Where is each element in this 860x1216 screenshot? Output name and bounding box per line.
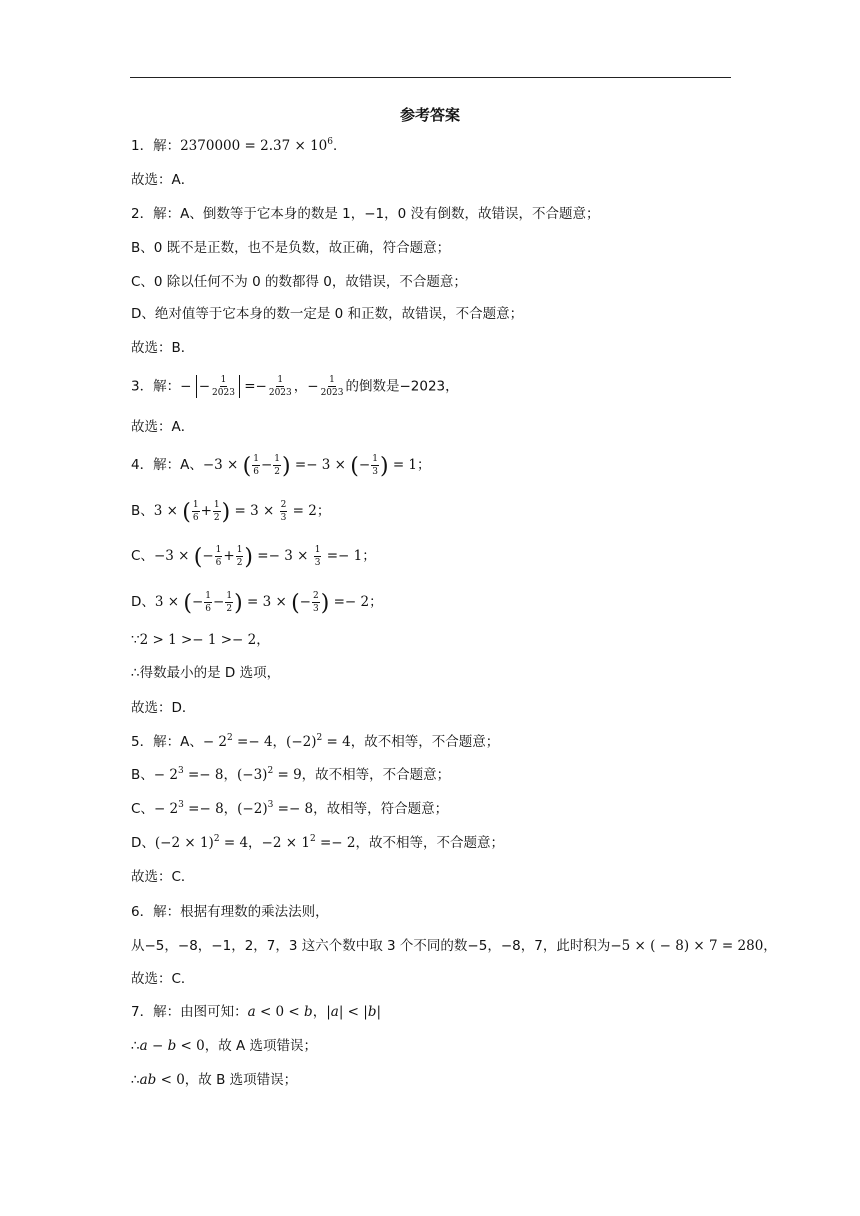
q5-a-tail: ，故不相等，不合题意； bbox=[350, 734, 500, 750]
q3-fraction-2 bbox=[268, 375, 293, 398]
q5-b-tail: ，故不相等，不合题意； bbox=[301, 767, 451, 783]
q5-d-exp2: 2 bbox=[309, 834, 316, 844]
q5-line-c bbox=[131, 799, 448, 819]
q5-a-term2: =− 4，(−2) bbox=[232, 734, 317, 750]
q5-line-b bbox=[131, 765, 450, 785]
q5-c-term3: =− 8 bbox=[273, 801, 314, 817]
q3-prefix: 3．解： bbox=[131, 378, 181, 395]
q3-fraction-3 bbox=[320, 375, 345, 398]
header-rule bbox=[130, 77, 731, 78]
q7-l2-therefore: ∴ bbox=[131, 1038, 140, 1054]
q4-a-expr: −3 × ( $\frac{1}{6}$ − $\frac{1}{2}$ ) =− 3 × (− $\frac{1}{3}$ ) bbox=[202, 454, 389, 479]
q7-var-b: b bbox=[304, 1004, 313, 1020]
q7-lt2: | < | bbox=[338, 1004, 368, 1020]
q6-line-1: 6．解：根据有理数的乘法法则， bbox=[131, 904, 329, 920]
q7-l2-lt: < 0 bbox=[176, 1038, 205, 1054]
q7-l3-lt: < 0 bbox=[156, 1072, 185, 1088]
q1-prefix: 1．解： bbox=[131, 138, 181, 154]
q7-l3-ab: ab bbox=[139, 1072, 157, 1088]
q4-line-b bbox=[131, 500, 330, 523]
q3-equals: =− bbox=[239, 378, 267, 395]
q6-l2-text: 从−5，−8，−1，2，7，3 这六个数中取 3 个不同的数−5，−8，7，此时积为 bbox=[131, 938, 611, 954]
q7-l3-therefore: ∴ bbox=[131, 1072, 140, 1088]
q5-c-tail: ，故相等，符合题意； bbox=[313, 801, 449, 817]
q5-d-tail: ，故不相等，不合题意； bbox=[355, 835, 504, 851]
q1-expression: 2370000 = 2.37 × 10 bbox=[180, 138, 328, 154]
q2-line-c: C、0 除以任何不为 0 的数都得 0，故错误，不合题意； bbox=[131, 274, 467, 290]
q4-because: ∵2 > 1 >− 1 >− 2， bbox=[131, 632, 270, 648]
q1-solution bbox=[131, 136, 346, 156]
q1-exponent: 6 bbox=[327, 137, 333, 147]
q4-a-result: = 1； bbox=[392, 457, 431, 473]
q3-frac2-num: 1 bbox=[277, 375, 284, 385]
q7-l3-tail: ，故 B 选项错误； bbox=[184, 1072, 298, 1088]
q4-c-prefix: C、 bbox=[131, 548, 154, 564]
q3-answer: 故选：A． bbox=[131, 419, 195, 435]
q3-inner-minus: − bbox=[198, 378, 211, 395]
q4-therefore: ∴得数最小的是 D 选项， bbox=[131, 665, 281, 681]
q2-answer: 故选：B． bbox=[131, 340, 195, 356]
q6-answer: 故选：C． bbox=[131, 971, 195, 987]
q3-frac3-den: 2023 bbox=[320, 388, 344, 398]
q4-b-expr: 3 × ( $\frac{1}{6}$ + $\frac{1}{2}$ ) = 3 × $\frac{2}{3}$ bbox=[153, 500, 287, 525]
q4-d-prefix: D、 bbox=[131, 594, 155, 610]
q7-line-1 bbox=[131, 1002, 381, 1022]
q3-absolute-value bbox=[196, 375, 240, 398]
q3-minus: − bbox=[180, 378, 192, 395]
q3-minus-2: − bbox=[307, 378, 319, 395]
q5-a-term3: = 4 bbox=[322, 734, 351, 750]
q5-b-exp2: 2 bbox=[267, 766, 274, 776]
q5-a-term1: − 2 bbox=[202, 734, 228, 750]
q5-b-term3: = 9 bbox=[273, 767, 302, 783]
q7-var-b2: b bbox=[367, 1004, 377, 1020]
q4-d-result: =− 2； bbox=[333, 594, 383, 610]
q3-comma: ， bbox=[293, 378, 308, 395]
q7-prefix: 7．解：由图可知： bbox=[131, 1004, 248, 1020]
q5-c-exp2: 3 bbox=[267, 800, 274, 810]
q5-b-term1: − 2 bbox=[153, 767, 178, 783]
q5-a-exp1: 2 bbox=[227, 733, 233, 743]
q4-line-d bbox=[131, 591, 383, 614]
q5-c-term2: =− 8，(−2) bbox=[183, 801, 268, 817]
q4-b-result: = 2； bbox=[292, 503, 331, 519]
q7-var-a: a bbox=[247, 1004, 256, 1020]
q5-b-exp1: 3 bbox=[177, 766, 184, 776]
q6-l2-expr: −5 × ( − 8) × 7 = 280， bbox=[610, 938, 777, 954]
q5-d-term3: =− 2 bbox=[315, 835, 356, 851]
q5-a-exp2: 2 bbox=[316, 733, 323, 743]
q7-var-a2: a bbox=[330, 1004, 339, 1020]
q5-b-prefix: B、 bbox=[131, 767, 154, 783]
q3-frac-num: 1 bbox=[220, 375, 227, 385]
q5-c-prefix: C、 bbox=[131, 801, 154, 817]
q2-line-b: B、0 既不是正数，也不是负数，故正确，符合题意； bbox=[131, 240, 451, 256]
q7-end: | bbox=[376, 1004, 382, 1020]
q4-line-a bbox=[131, 454, 431, 477]
q7-l2-tail: ，故 A 选项错误； bbox=[204, 1038, 318, 1054]
q3-tail: 的倒数是−2023， bbox=[345, 378, 459, 395]
q5-line-d bbox=[131, 833, 504, 853]
q5-d-term2: = 4，−2 × 1 bbox=[219, 835, 310, 851]
q5-b-term2: =− 8，(−3) bbox=[183, 767, 268, 783]
q4-d-expr: 3 × (− $\frac{1}{6}$ − $\frac{1}{2}$ ) = 3 × (− $\frac{2}{3}$ ) bbox=[154, 591, 330, 616]
q3-frac-den: 2023 bbox=[212, 388, 235, 398]
q7-l2-minus: − bbox=[147, 1038, 168, 1054]
q1-answer: 故选：A． bbox=[131, 172, 195, 188]
q5-c-exp1: 3 bbox=[178, 800, 184, 810]
q4-a-prefix: 4．解：A、 bbox=[131, 457, 203, 473]
q5-line-a bbox=[131, 732, 499, 752]
q7-line-3 bbox=[131, 1070, 297, 1090]
q4-c-expr: −3 × (− $\frac{1}{6}$ + $\frac{1}{2}$ ) =− 3 × $\frac{1}{3}$ bbox=[153, 545, 321, 570]
q5-a-prefix: 5．解：A、 bbox=[131, 734, 203, 750]
q4-line-c bbox=[131, 545, 376, 568]
q4-c-result: =− 1； bbox=[326, 548, 376, 564]
q3-frac2-den: 2023 bbox=[268, 388, 292, 398]
q5-d-exp1: 2 bbox=[213, 834, 220, 844]
page-title: 参考答案 bbox=[399, 106, 460, 124]
q2-line-d: D、绝对值等于它本身的数一定是 0 和正数，故错误，不合题意； bbox=[131, 306, 524, 322]
q7-l2-b: b bbox=[167, 1038, 177, 1054]
q3-fraction bbox=[211, 375, 236, 398]
q7-lt1: < 0 < bbox=[255, 1004, 305, 1020]
q3-frac3-num: 1 bbox=[329, 375, 335, 385]
q7-sep: ，| bbox=[312, 1004, 331, 1020]
q4-answer: 故选：D． bbox=[131, 700, 196, 716]
q6-line-2 bbox=[131, 936, 777, 956]
q4-b-prefix: B、 bbox=[131, 503, 154, 519]
q1-end: ． bbox=[332, 138, 347, 154]
q2-line-a: 2．解：A、倒数等于它本身的数是 1，−1，0 没有倒数，故错误，不合题意； bbox=[131, 206, 600, 222]
q3-solution bbox=[131, 375, 459, 398]
q5-answer: 故选：C． bbox=[131, 869, 195, 885]
q5-d-term1: (−2 × 1) bbox=[154, 835, 214, 851]
q5-c-term1: − 2 bbox=[153, 801, 179, 817]
q7-line-2 bbox=[131, 1036, 317, 1056]
q7-l2-a: a bbox=[139, 1038, 148, 1054]
q5-d-prefix: D、 bbox=[131, 835, 155, 851]
